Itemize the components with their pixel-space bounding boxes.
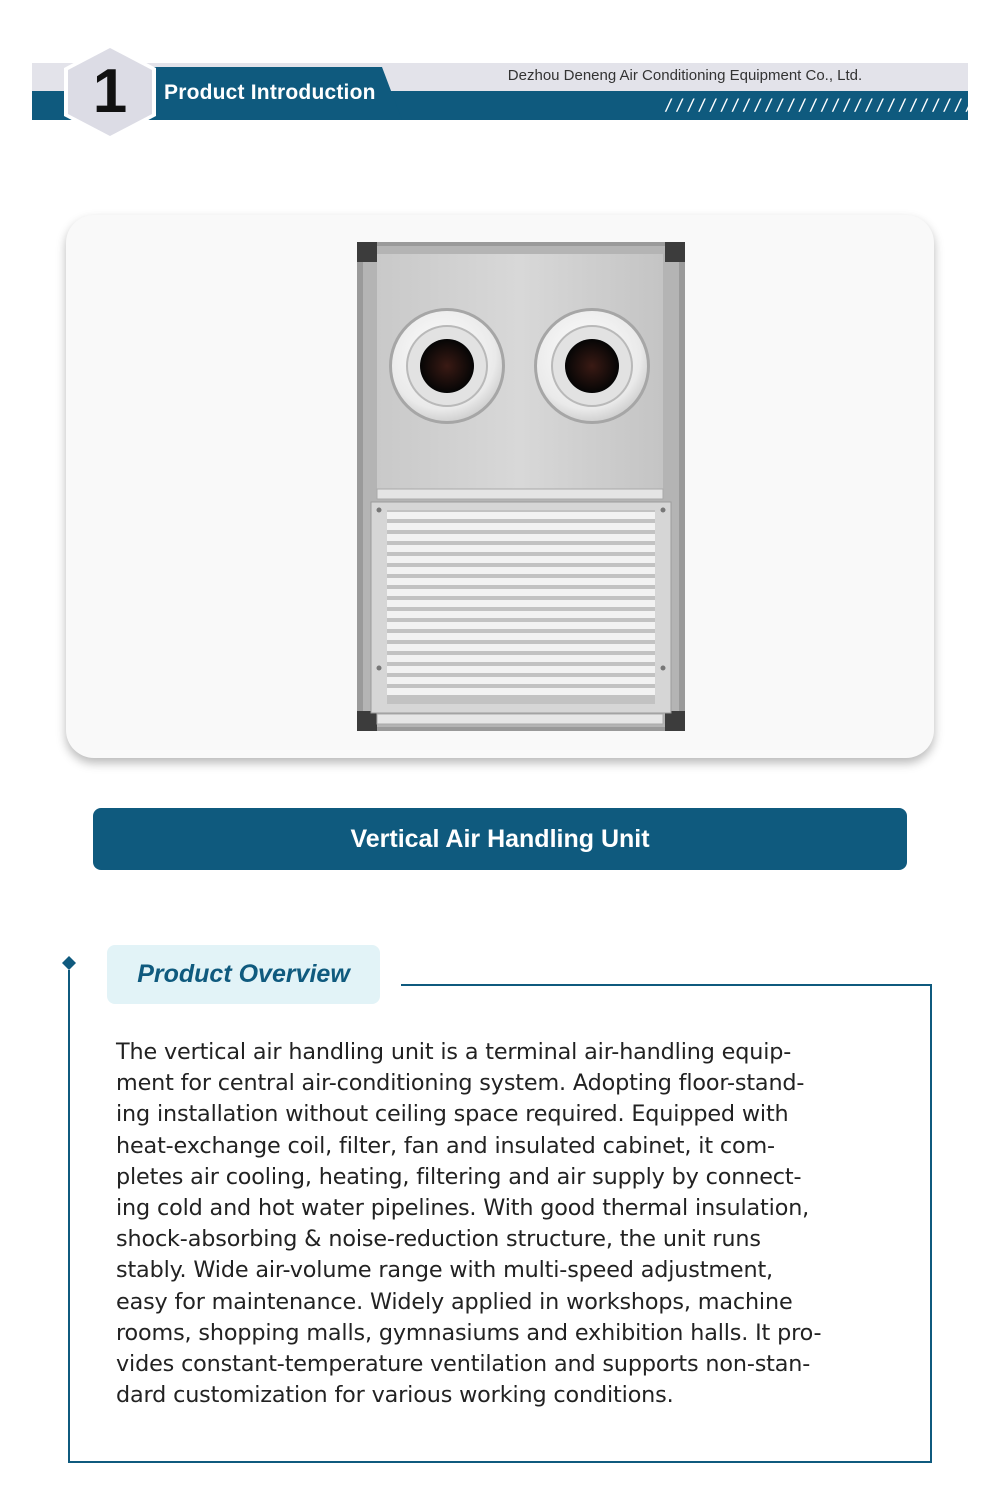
section-number: 1 bbox=[92, 57, 128, 126]
overview-body-text: The vertical air handling unit is a terminal air-handling equip- ment for central air-conditioning system. Adopting floor-stand- ing installation without ceiling space required. Equipped with heat-exchange coil, filter, fan and insulated cabinet, it com- pletes air cooling, heating, filtering and air supply by connect- ing cold and hot water pipelines. With good thermal insulation, shock-absorbing & noise-reduction structure, the unit runs stably. Wide air-volume range with multi-speed adjustment, easy for maintenance. Widely applied in workshops, machine rooms, shopping malls, gymnasiums and exhibition halls. It pro- vides constant-temperature ventilation and supports non-stan- dard customization for various working conditions. bbox=[116, 1039, 822, 1409]
overview-heading: Product Overview bbox=[137, 960, 350, 988]
company-name: Dezhou Deneng Air Conditioning Equipment Co., Ltd. bbox=[507, 67, 863, 84]
decorative-slashes: ///////////////////////////// bbox=[664, 95, 987, 114]
section-title: Product Introduction bbox=[164, 81, 376, 104]
air-handling-unit-image bbox=[355, 240, 687, 733]
diamond-bullet-icon bbox=[62, 956, 76, 970]
product-title: Vertical Air Handling Unit bbox=[350, 825, 650, 853]
